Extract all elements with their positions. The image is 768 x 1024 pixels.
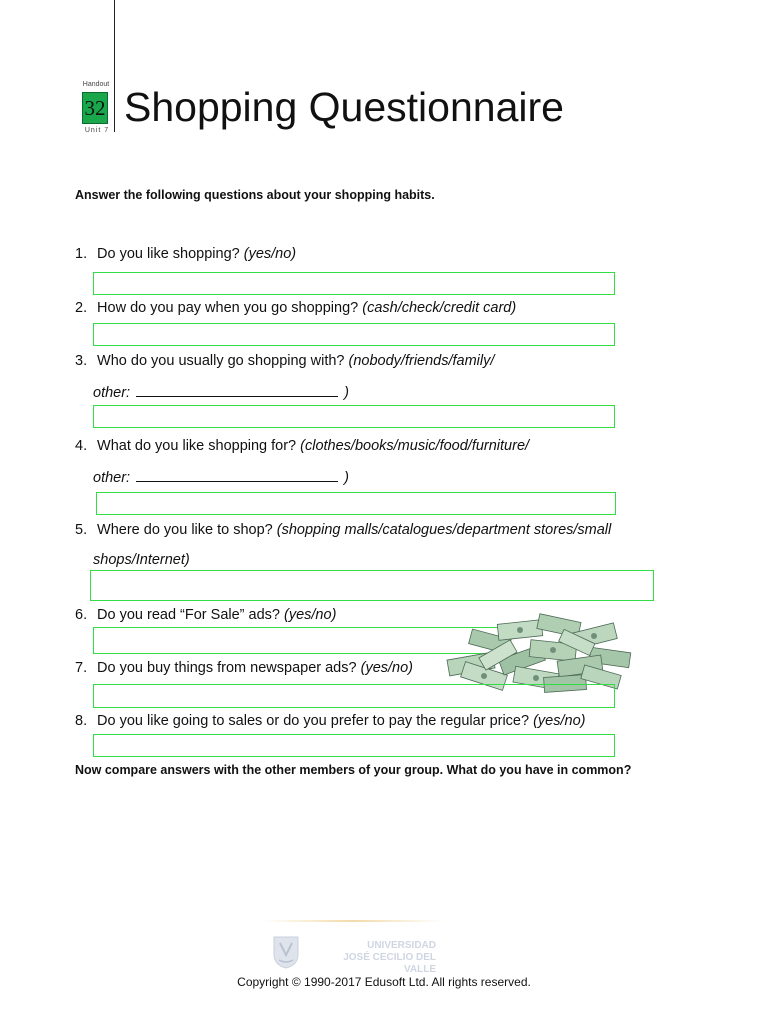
question-options: (clothes/books/music/food/furniture/ bbox=[300, 438, 530, 454]
question-3 bbox=[75, 353, 494, 369]
watermark-line-2: JOSÉ CECILIO DEL VALLE bbox=[343, 952, 436, 975]
question-number: 4. bbox=[75, 438, 88, 454]
other-blank-line[interactable] bbox=[136, 384, 338, 397]
answer-field-8[interactable] bbox=[93, 734, 615, 757]
question-2 bbox=[75, 300, 516, 316]
question-text: Do you like shopping? bbox=[97, 246, 240, 262]
question-text: Who do you usually go shopping with? bbox=[97, 353, 345, 369]
watermark-divider bbox=[262, 920, 444, 922]
question-number: 8. bbox=[75, 713, 88, 729]
question-1 bbox=[75, 246, 296, 262]
answer-field-1[interactable] bbox=[93, 272, 615, 295]
question-text: Do you buy things from newspaper ads? bbox=[97, 660, 357, 676]
other-label: other: bbox=[93, 385, 131, 401]
closing-instructions: Now compare answers with the other members of your group. What do you have in common? bbox=[75, 763, 632, 777]
question-text: Do you read “For Sale” ads? bbox=[97, 607, 280, 623]
question-text: What do you like shopping for? bbox=[97, 438, 297, 454]
question-number: 7. bbox=[75, 660, 88, 676]
question-text: Do you like going to sales or do you prefer to pay the regular price? bbox=[97, 713, 530, 729]
question-3-continuation bbox=[93, 384, 349, 401]
question-options: (yes/no) bbox=[533, 713, 586, 729]
question-number: 2. bbox=[75, 300, 88, 316]
instructions: Answer the following questions about your shopping habits. bbox=[75, 188, 435, 202]
question-text: Where do you like to shop? bbox=[97, 522, 273, 538]
question-options: (nobody/friends/family/ bbox=[348, 353, 495, 369]
question-number: 3. bbox=[75, 353, 88, 369]
watermark-text bbox=[312, 940, 436, 976]
handout-label: Handout bbox=[82, 81, 110, 88]
question-text: How do you pay when you go shopping? bbox=[97, 300, 359, 316]
close-paren: ) bbox=[344, 385, 349, 401]
university-crest-icon bbox=[270, 934, 302, 970]
other-label: other: bbox=[93, 470, 131, 486]
other-blank-line[interactable] bbox=[136, 469, 338, 482]
page-title: Shopping Questionnaire bbox=[124, 84, 564, 130]
question-options: (cash/check/credit card) bbox=[362, 300, 517, 316]
answer-field-7[interactable] bbox=[93, 684, 615, 708]
answer-field-4[interactable] bbox=[96, 492, 616, 515]
question-7 bbox=[75, 660, 413, 676]
copyright-footer: Copyright © 1990-2017 Edusoft Ltd. All rights reserved. bbox=[237, 975, 531, 989]
question-options: (yes/no) bbox=[284, 607, 337, 623]
question-5-continuation: shops/Internet) bbox=[93, 552, 190, 568]
question-number: 1. bbox=[75, 246, 88, 262]
question-5 bbox=[75, 522, 611, 538]
unit-label: Unit 7 bbox=[84, 127, 110, 134]
header-divider bbox=[114, 0, 115, 132]
question-number: 6. bbox=[75, 607, 88, 623]
answer-field-2[interactable] bbox=[93, 323, 615, 346]
question-options: (yes/no) bbox=[360, 660, 413, 676]
question-options: (shopping malls/catalogues/department stores/small bbox=[276, 522, 612, 538]
question-number: 5. bbox=[75, 522, 88, 538]
handout-number-badge: 32 bbox=[82, 92, 108, 124]
watermark-line-1: UNIVERSIDAD bbox=[367, 940, 436, 951]
question-8 bbox=[75, 713, 585, 729]
answer-field-5[interactable] bbox=[90, 570, 654, 601]
question-options: (yes/no) bbox=[243, 246, 297, 262]
close-paren: ) bbox=[344, 470, 349, 486]
question-4 bbox=[75, 438, 529, 454]
answer-field-3[interactable] bbox=[93, 405, 615, 428]
question-6 bbox=[75, 607, 336, 623]
question-4-continuation bbox=[93, 469, 349, 486]
